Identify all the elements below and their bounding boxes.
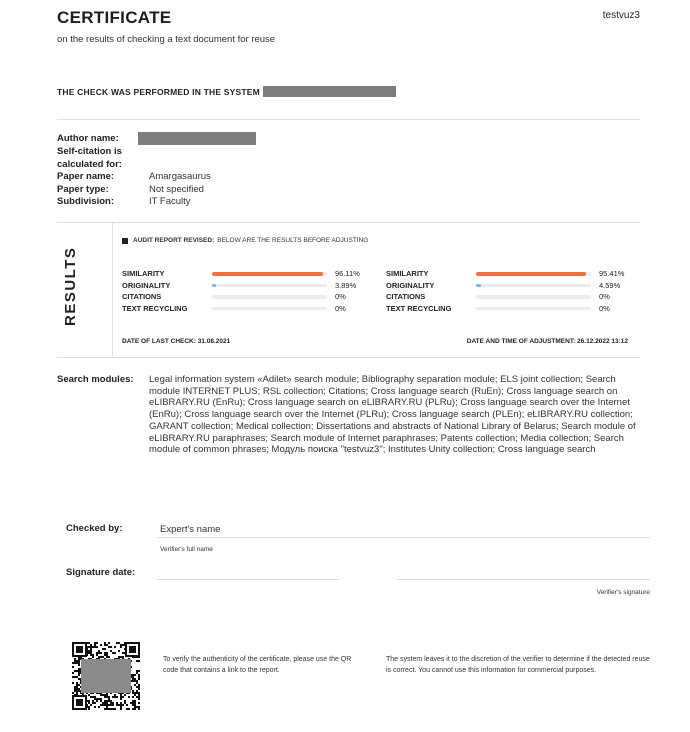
qr-module	[134, 700, 136, 702]
qr-module	[112, 702, 114, 704]
qr-module	[114, 694, 116, 696]
metric-bar-fill	[212, 284, 216, 288]
qr-module	[132, 704, 134, 706]
qr-module	[104, 708, 106, 710]
qr-module	[112, 696, 114, 698]
metric-value: 0%	[599, 303, 610, 313]
qr-finder-top-right	[125, 642, 140, 657]
qr-module	[94, 698, 96, 700]
metric-bar	[476, 307, 591, 311]
qr-module	[74, 660, 76, 662]
metric-bar	[476, 272, 591, 276]
metric-row-citations	[386, 291, 624, 303]
metric-row-citations	[122, 291, 360, 303]
metric-value: 0%	[599, 292, 610, 302]
qr-module	[110, 704, 112, 706]
qr-module	[88, 700, 90, 702]
qr-module	[88, 650, 90, 652]
metric-value: 3.89%	[335, 280, 357, 290]
results-section-label: RESULTS	[62, 246, 79, 326]
qr-module	[78, 684, 80, 686]
qr-module	[120, 702, 122, 704]
qr-module	[76, 690, 78, 692]
qr-module	[78, 672, 80, 674]
metric-value: 96.11%	[335, 269, 360, 279]
metric-label: SIMILARITY	[122, 269, 165, 279]
qr-module	[130, 702, 132, 704]
qr-module	[120, 694, 122, 696]
qr-module	[108, 696, 110, 698]
qr-module	[96, 642, 98, 644]
qr-module	[106, 694, 108, 696]
qr-module	[136, 680, 138, 682]
qr-module	[122, 696, 124, 698]
qr-module	[112, 708, 114, 710]
qr-module	[120, 706, 122, 708]
qr-module	[74, 688, 76, 690]
qr-module	[100, 694, 102, 696]
qr-module	[138, 694, 140, 696]
metric-label: CITATIONS	[386, 292, 426, 302]
qr-module	[116, 704, 118, 706]
metric-label: TEXT RECYCLING	[122, 303, 188, 313]
qr-module	[92, 696, 94, 698]
paper-type-label: Paper type:	[57, 183, 109, 195]
qr-module	[92, 700, 94, 702]
qr-module	[98, 656, 100, 658]
metric-row-originality	[386, 280, 624, 292]
qr-module	[94, 702, 96, 704]
qr-module	[72, 692, 74, 694]
qr-module	[90, 648, 92, 650]
qr-module	[76, 670, 78, 672]
qr-module	[74, 676, 76, 678]
qr-module	[88, 694, 90, 696]
qr-module	[132, 700, 134, 702]
self-citation-label: Self-citation is calculated for:	[57, 146, 122, 170]
metric-label: CITATIONS	[122, 292, 162, 302]
metric-row-text-recycling	[122, 303, 360, 315]
qr-module	[106, 652, 108, 654]
audit-square-icon	[122, 238, 128, 244]
qr-module	[98, 652, 100, 654]
qr-module	[92, 646, 94, 648]
qr-module	[136, 706, 138, 708]
qr-module	[90, 654, 92, 656]
author-label: Author name:	[57, 133, 119, 144]
metric-bar-fill	[476, 284, 481, 288]
qr-module	[106, 644, 108, 646]
qr-module	[78, 664, 80, 666]
subdivision-row	[57, 196, 191, 209]
qr-module	[90, 646, 92, 648]
metric-bar	[212, 284, 327, 288]
qr-module	[76, 682, 78, 684]
qr-module	[104, 644, 106, 646]
qr-module	[114, 696, 116, 698]
qr-module	[134, 702, 136, 704]
paper-name-label: Paper name:	[57, 171, 115, 182]
qr-module	[104, 648, 106, 650]
qr-module	[104, 700, 106, 702]
disclaimer-note: The system leaves it to the discretion of the verifier to determine if the detected reuse is correct. You cannot use this information for commercial purposes.	[386, 656, 650, 674]
qr-module	[114, 646, 116, 648]
qr-module	[104, 696, 106, 698]
qr-module	[88, 642, 90, 644]
qr-module	[134, 706, 136, 708]
qr-module	[78, 668, 80, 670]
qr-module	[114, 708, 116, 710]
results-after	[386, 268, 624, 314]
metric-row-similarity	[386, 268, 624, 280]
qr-module	[132, 692, 134, 694]
qr-module	[76, 662, 78, 664]
expert-name: Expert's name	[160, 524, 221, 535]
qr-module	[72, 682, 74, 684]
qr-module	[100, 700, 102, 702]
qr-module	[138, 688, 140, 690]
metric-row-text-recycling	[386, 303, 624, 315]
self-citation-row	[57, 146, 127, 171]
qr-module	[134, 708, 136, 710]
qr-module	[138, 708, 140, 710]
divider	[57, 357, 640, 358]
qr-module	[120, 704, 122, 706]
metric-bar	[476, 295, 591, 299]
qr-module	[132, 702, 134, 704]
qr-module	[120, 698, 122, 700]
metric-bar	[212, 307, 327, 311]
qr-module	[78, 678, 80, 680]
qr-module	[108, 698, 110, 700]
signature-date-label: Signature date:	[66, 567, 136, 578]
qr-module	[90, 704, 92, 706]
qr-module	[134, 694, 136, 696]
qr-module	[120, 646, 122, 648]
qr-module	[76, 692, 78, 694]
qr-module	[94, 644, 96, 646]
qr-module	[108, 708, 110, 710]
metric-bar-fill	[476, 272, 586, 276]
qr-module	[138, 678, 140, 680]
qr-module	[116, 696, 118, 698]
qr-module	[78, 670, 80, 672]
qr-module	[106, 704, 108, 706]
qr-module	[118, 650, 120, 652]
qr-module	[138, 692, 140, 694]
metric-value: 95.41%	[599, 269, 625, 279]
qr-module	[112, 704, 114, 706]
qr-module	[124, 694, 126, 696]
qr-module	[100, 644, 102, 646]
qr-module	[90, 650, 92, 652]
qr-module	[100, 698, 102, 700]
qr-module	[132, 676, 134, 678]
subdivision-value: IT Faculty	[149, 196, 191, 207]
qr-module	[72, 666, 74, 668]
qr-module	[104, 642, 106, 644]
audit-note-bold: AUDIT REPORT REVISED:	[133, 237, 215, 244]
qr-module	[102, 656, 104, 658]
signature-line	[397, 579, 650, 580]
qr-module	[78, 674, 80, 676]
metric-value: 4.59%	[599, 280, 621, 290]
qr-module	[134, 680, 136, 682]
qr-module	[132, 696, 134, 698]
signature-date-line	[157, 579, 339, 580]
qr-module	[134, 692, 136, 694]
qr-module	[136, 686, 138, 688]
qr-module	[134, 678, 136, 680]
qr-module	[128, 708, 130, 710]
qr-module	[122, 652, 124, 654]
qr-module	[94, 646, 96, 648]
qr-module	[138, 706, 140, 708]
qr-module	[104, 704, 106, 706]
metric-label: ORIGINALITY	[122, 280, 171, 290]
qr-module	[136, 660, 138, 662]
metric-bar	[476, 284, 591, 288]
qr-module	[100, 704, 102, 706]
qr-finder-bottom-left	[72, 695, 87, 710]
qr-module	[138, 696, 140, 698]
qr-module	[78, 658, 80, 660]
qr-module	[110, 702, 112, 704]
qr-module	[132, 678, 134, 680]
qr-module	[76, 684, 78, 686]
qr-module	[104, 694, 106, 696]
qr-module	[132, 708, 134, 710]
paper-name-value: Amargasaurus	[149, 171, 211, 182]
qr-module	[100, 656, 102, 658]
results-border	[112, 223, 113, 356]
qr-module	[118, 656, 120, 658]
qr-module	[74, 670, 76, 672]
qr-module	[124, 700, 126, 702]
verification-note: To verify the authenticity of the certificate, please use the QR code that contains a link to the report.	[163, 656, 352, 674]
qr-module	[134, 674, 136, 676]
subdivision-label: Subdivision:	[57, 196, 114, 207]
qr-module	[94, 642, 96, 644]
qr-module	[110, 708, 112, 710]
qr-module	[118, 642, 120, 644]
qr-module	[110, 650, 112, 652]
qr-module	[74, 662, 76, 664]
qr-module	[78, 660, 80, 662]
audit-note-text: BELOW ARE THE RESULTS BEFORE ADJUSTING	[217, 237, 369, 244]
qr-module	[96, 646, 98, 648]
qr-module	[138, 676, 140, 678]
metric-bar-fill	[212, 272, 323, 276]
qr-module	[102, 704, 104, 706]
qr-module	[88, 702, 90, 704]
qr-redaction	[81, 659, 131, 693]
qr-module	[72, 662, 74, 664]
qr-module	[102, 694, 104, 696]
author-row	[57, 133, 256, 146]
certificate-subtitle: on the results of checking a text document for reuse	[57, 34, 276, 45]
redacted-system-name	[263, 86, 396, 97]
qr-module	[76, 660, 78, 662]
qr-module	[128, 696, 130, 698]
qr-module	[78, 688, 80, 690]
search-modules-text: Legal information system «Adilet» search module; Bibliography separation module; ELS joint collection; Search module INTERNET PLUS; RSL collection; Citations; Cross language search (RuEn); Cross language search on eLIBRARY.RU (EnRu); Cross language search on eLIBRARY.RU (PLRu); Cross language search over the Internet (EnRu); Cross language search over the Internet (PLRu); Cross language search (PLEn); eLIBRARY.RU collection; GARANT collection; Medical collection; Dissertations and abstracts of National Library of Belarus; Search module of eLIBRARY.RU paraphrases; Search module of Internet paraphrases; Patents collection; Media collection; Search module of common phrases; Модуль поиска "testvuz3"; Institutes Unity collection; Cross language search	[149, 374, 636, 456]
metric-label: ORIGINALITY	[386, 280, 435, 290]
qr-module	[106, 706, 108, 708]
metric-bar	[212, 295, 327, 299]
qr-module	[94, 696, 96, 698]
qr-module	[88, 706, 90, 708]
last-check-date: DATE OF LAST CHECK: 31.08.2021	[122, 338, 231, 345]
qr-module	[76, 688, 78, 690]
metric-value: 0%	[335, 292, 346, 302]
qr-module	[102, 648, 104, 650]
qr-module	[90, 644, 92, 646]
qr-module	[120, 708, 122, 710]
qr-module	[104, 702, 106, 704]
qr-module	[138, 674, 140, 676]
qr-module	[98, 706, 100, 708]
qr-module	[136, 672, 138, 674]
qr-module	[120, 656, 122, 658]
qr-module	[132, 690, 134, 692]
qr-module	[134, 684, 136, 686]
qr-module	[106, 708, 108, 710]
verifier-signature-caption: Verifier's signature	[596, 589, 650, 596]
qr-module	[106, 702, 108, 704]
qr-module	[114, 652, 116, 654]
certificate-title: CERTIFICATE	[57, 8, 172, 27]
metric-label: TEXT RECYCLING	[386, 303, 452, 313]
adjustment-date: DATE AND TIME OF ADJUSTMENT: 26.12.2022 13:12	[466, 338, 628, 345]
checked-by-label: Checked by:	[66, 523, 123, 534]
qr-module	[108, 642, 110, 644]
qr-module	[94, 706, 96, 708]
qr-module	[116, 702, 118, 704]
qr-module	[120, 696, 122, 698]
qr-module	[88, 652, 90, 654]
qr-module	[132, 680, 134, 682]
qr-module	[90, 696, 92, 698]
qr-module	[126, 708, 128, 710]
search-modules-label: Search modules:	[57, 374, 134, 385]
qr-module	[74, 686, 76, 688]
qr-module	[108, 704, 110, 706]
qr-module	[92, 702, 94, 704]
qr-module	[138, 702, 140, 704]
qr-module	[96, 652, 98, 654]
metric-value: 0%	[335, 303, 346, 313]
divider	[57, 119, 640, 120]
qr-module	[78, 662, 80, 664]
metric-bar	[212, 272, 327, 276]
metric-row-originality	[122, 280, 360, 292]
qr-module	[74, 658, 76, 660]
qr-module	[108, 646, 110, 648]
qr-module	[136, 690, 138, 692]
qr-module	[110, 700, 112, 702]
qr-module	[98, 698, 100, 700]
qr-module	[108, 700, 110, 702]
qr-module	[88, 646, 90, 648]
qr-module	[138, 698, 140, 700]
system-line	[57, 86, 396, 97]
qr-module	[78, 690, 80, 692]
qr-module	[76, 676, 78, 678]
qr-module	[106, 696, 108, 698]
qr-module	[138, 660, 140, 662]
qr-module	[72, 676, 74, 678]
qr-module	[102, 702, 104, 704]
qr-module	[92, 656, 94, 658]
qr-module	[138, 670, 140, 672]
qr-module	[118, 704, 120, 706]
qr-module	[76, 686, 78, 688]
qr-module	[122, 644, 124, 646]
paper-name-row	[57, 171, 211, 184]
audit-report-note	[122, 237, 368, 244]
qr-module	[72, 672, 74, 674]
qr-module	[108, 656, 110, 658]
qr-module	[74, 690, 76, 692]
qr-module	[100, 652, 102, 654]
expert-name-line	[157, 537, 650, 538]
qr-module	[106, 656, 108, 658]
qr-module	[136, 692, 138, 694]
qr-module	[112, 652, 114, 654]
qr-module	[92, 654, 94, 656]
qr-module	[138, 684, 140, 686]
qr-module	[96, 700, 98, 702]
metric-row-similarity	[122, 268, 360, 280]
qr-module	[116, 642, 118, 644]
qr-module	[120, 644, 122, 646]
qr-module	[104, 654, 106, 656]
qr-module	[98, 650, 100, 652]
qr-module	[136, 696, 138, 698]
qr-module	[122, 704, 124, 706]
qr-module	[106, 700, 108, 702]
qr-code	[71, 641, 141, 711]
verifier-full-name-caption: Verifier's full name	[160, 546, 213, 553]
qr-module	[136, 670, 138, 672]
qr-module	[88, 708, 90, 710]
paper-type-row	[57, 184, 204, 197]
qr-module	[106, 654, 108, 656]
qr-module	[122, 656, 124, 658]
metric-label: SIMILARITY	[386, 269, 429, 279]
redacted-author-name	[138, 132, 256, 145]
qr-module	[90, 652, 92, 654]
qr-module	[124, 702, 126, 704]
qr-module	[136, 682, 138, 684]
qr-module	[138, 686, 140, 688]
qr-module	[126, 704, 128, 706]
qr-module	[132, 674, 134, 676]
divider	[57, 222, 640, 223]
qr-module	[104, 652, 106, 654]
organization-name: testvuz3	[602, 10, 640, 21]
results-before	[122, 268, 360, 314]
qr-module	[96, 654, 98, 656]
qr-module	[110, 646, 112, 648]
qr-finder-top-left	[72, 642, 87, 657]
paper-type-value: Not specified	[149, 183, 204, 195]
system-line-text: THE CHECK WAS PERFORMED IN THE SYSTEM	[57, 86, 260, 97]
qr-module	[96, 698, 98, 700]
qr-module	[134, 704, 136, 706]
